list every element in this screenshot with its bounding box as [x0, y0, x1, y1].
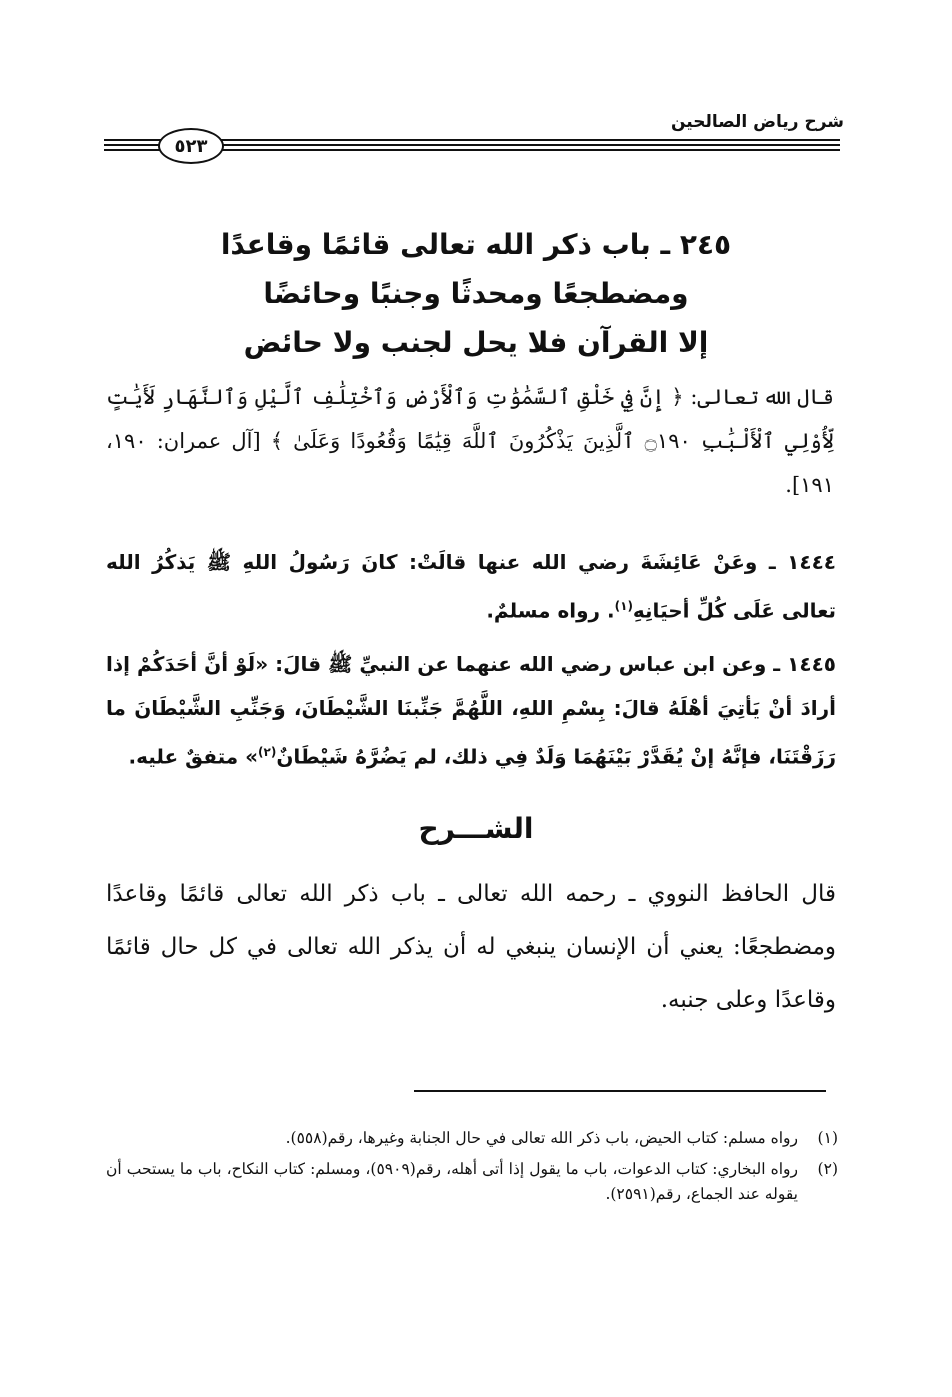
hadith-1444-tail: . رواه مسلمٌ. [486, 598, 615, 623]
footnote-separator [414, 1090, 826, 1092]
commentary-paragraph: قال الحافظ النووي ـ رحمه الله تعالى ـ باب ذكر الله تعالى قائمًا وقاعدًا ومضطجعًا: يعني أن الإنسان ينبغي له أن يذكر الله تعالى في كل حال قائمًا وقاعدًا وعلى جنبه. [106, 881, 836, 1013]
footnote-2-text: رواه البخاري: كتاب الدعوات، باب ما يقول إذا أتى أهله، رقم(٥٩٠٩)، ومسلم: كتاب النكاح، باب ما يستحب أن يقوله عند الجماع، رقم(٢٥٩١). [106, 1160, 798, 1203]
hadith-1444 [106, 540, 836, 633]
hadith-1444-text: ١٤٤٤ ـ وعَنْ عَائِشَةَ رضي الله عنها قالَتْ: كانَ رَسُولُ اللهِ ﷺ يَذكُرُ الله تعالى عَلَى كُلِّ أحيَانِهِ [106, 550, 836, 623]
hadith-1445-tail: » متفقٌ عليه. [128, 744, 259, 769]
commentary-heading: الشـــرح [418, 812, 534, 845]
footnote-1-text: رواه مسلم: كتاب الحيض، باب ذكر الله تعالى في حال الجنابة وغيرها، رقم(٥٥٨). [285, 1129, 798, 1147]
page-number [158, 128, 224, 164]
footnote-2-mark: (٢) [817, 1160, 838, 1178]
chapter-heading-line-1: ٢٤٥ ـ باب ذكر الله تعالى قائمًا وقاعدًا [220, 228, 732, 261]
chapter-heading-line-3: إلا القرآن فلا يحل لجنب ولا حائض [243, 326, 709, 359]
footnote-ref-2[interactable]: (٢) [258, 745, 277, 759]
footnote-ref-1[interactable]: (١) [614, 599, 633, 613]
running-header-title: شرح رياض الصالحين [670, 112, 844, 132]
hadith-1445 [106, 642, 836, 779]
footnote-1 [106, 1126, 838, 1151]
footnotes [106, 1126, 838, 1213]
page-number-text: ٥٢٣ [174, 135, 208, 157]
chapter-heading-line-2: ومضطجعًا ومحدثًا وجنبًا وحائضًا [263, 277, 689, 310]
footnote-1-mark: (١) [817, 1129, 838, 1147]
chapter-heading [120, 220, 832, 367]
quran-verse: قال الله تعالى: ﴿ إِنَّ فِي خَلْقِ ٱلسَّمَٰوَٰتِ وَٱلْأَرْضِ وَٱخْتِلَٰفِ ٱلَّيْلِ وَٱلنَّهَارِ لَأَيَٰتٍ لِّأُوْلِي ٱلْأَلْبَٰبِ ۝١٩٠ ٱلَّذِينَ يَذْكُرُونَ ٱللَّهَ قِيَٰمًا وَقُعُودًا وَعَلَىٰ ﴾ [آل عمران: ١٩٠، ١٩١]. [106, 385, 834, 497]
hadith-1445-text: ١٤٤٥ ـ وعن ابن عباس رضي الله عنهما عن النبيِّ ﷺ قالَ: «لَوْ أنَّ أحَدَكُمْ إذا أرادَ أنْ يَأتِيَ أهْلَهُ قالَ: بِسْمِ اللهِ، اللَّهُمَّ جَنِّبنَا الشَّيْطَانَ، وَجَنِّبِ الشَّيْطَانَ ما رَزَقْتَنَا، فإنَّهُ إنْ يُقَدَّرْ بَيْنَهُمَا وَلَدٌ فِي ذلك، لم يَضُرَّهُ شَيْطَانٌ [106, 652, 836, 769]
footnote-2 [106, 1157, 838, 1207]
